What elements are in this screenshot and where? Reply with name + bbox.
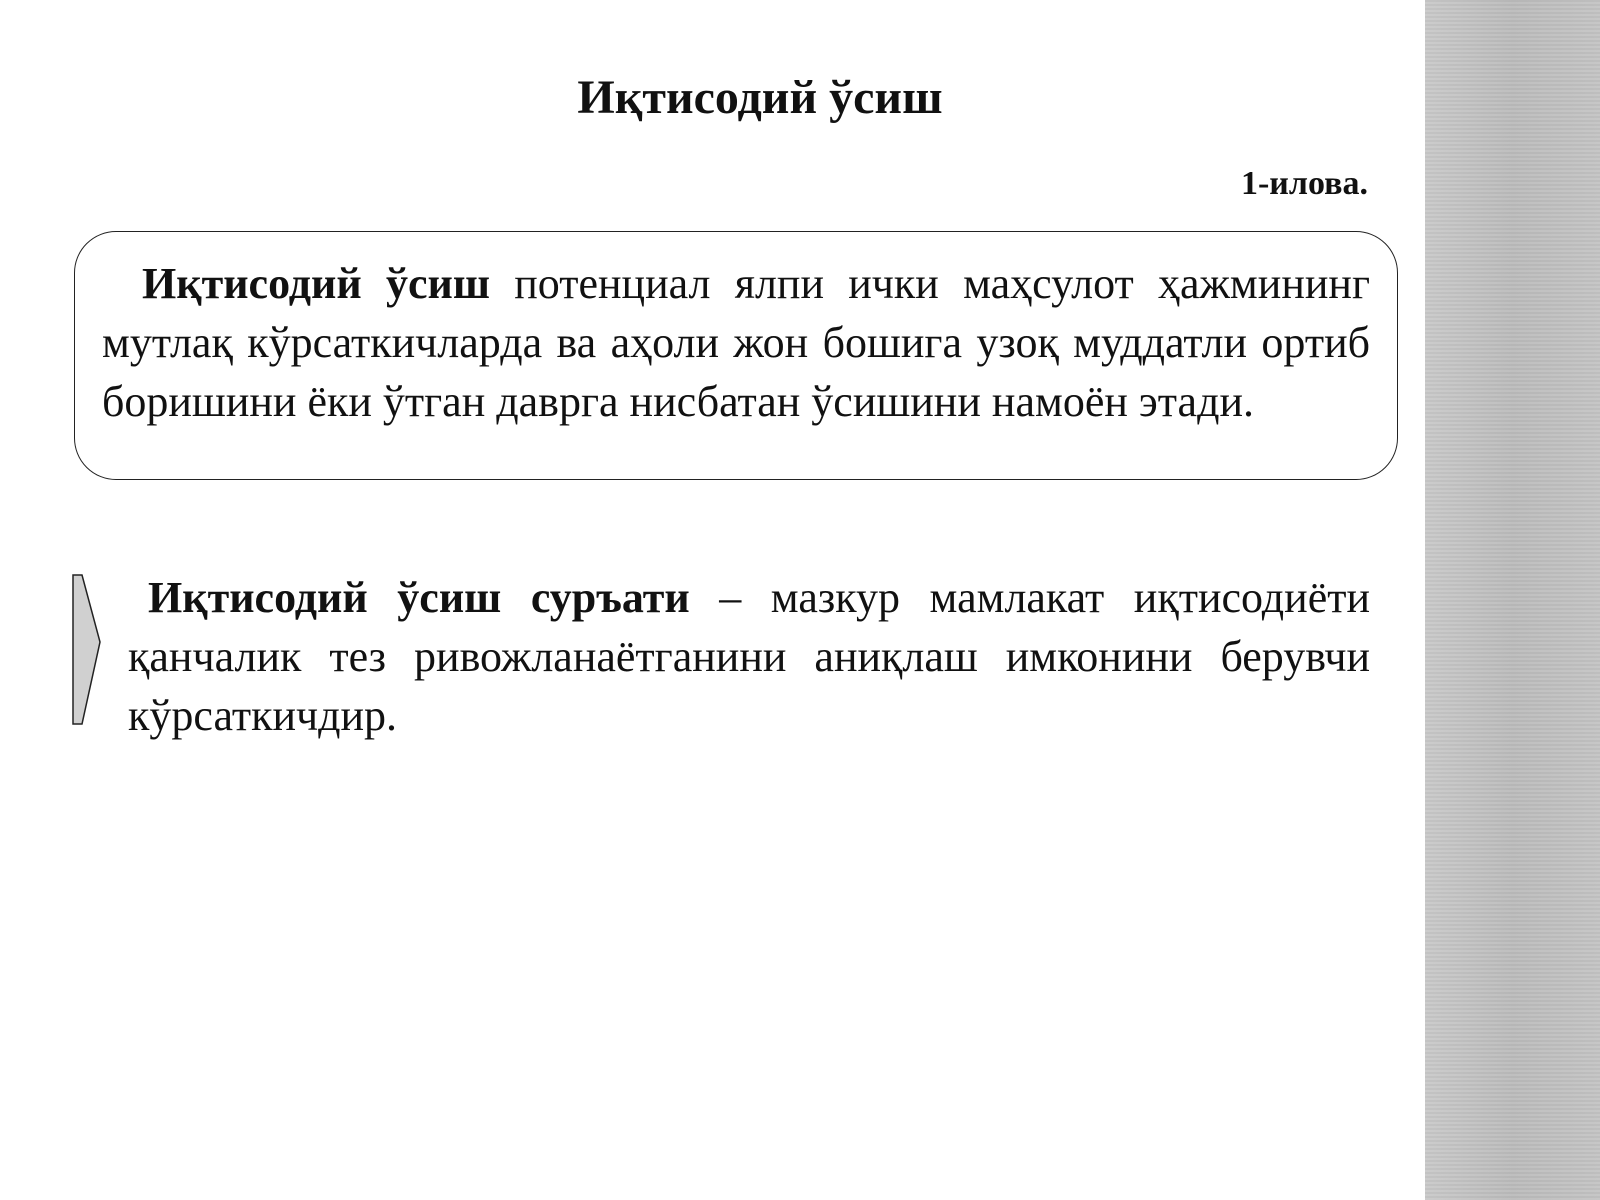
definition-text: потенциал ялпи ички маҳсулот ҳажмининг мутлақ кўрсаткичларда ва аҳоли жон бошига узоқ муддатли ортиб боришини ёки ўтган даврга нисбатан ўсишини намоён этади. <box>102 259 1371 426</box>
definition-paragraph <box>102 254 1370 431</box>
growth-rate-paragraph <box>128 568 1370 745</box>
decorative-side-strip <box>1425 0 1600 1200</box>
slide-title: Иқтисодий ўсиш <box>577 71 943 124</box>
growth-rate-term: Иқтисодий ўсиш суръати <box>148 573 690 622</box>
annex-label: 1-илова. <box>1240 165 1368 202</box>
chevron-right-icon <box>72 574 102 726</box>
definition-term: Иқтисодий ўсиш <box>142 259 491 308</box>
growth-rate-text: – мазкур мамлакат иқтисодиёти қанчалик тез ривожланаётганини аниқлаш имконини берувчи кўрсаткичдир. <box>128 573 1370 740</box>
